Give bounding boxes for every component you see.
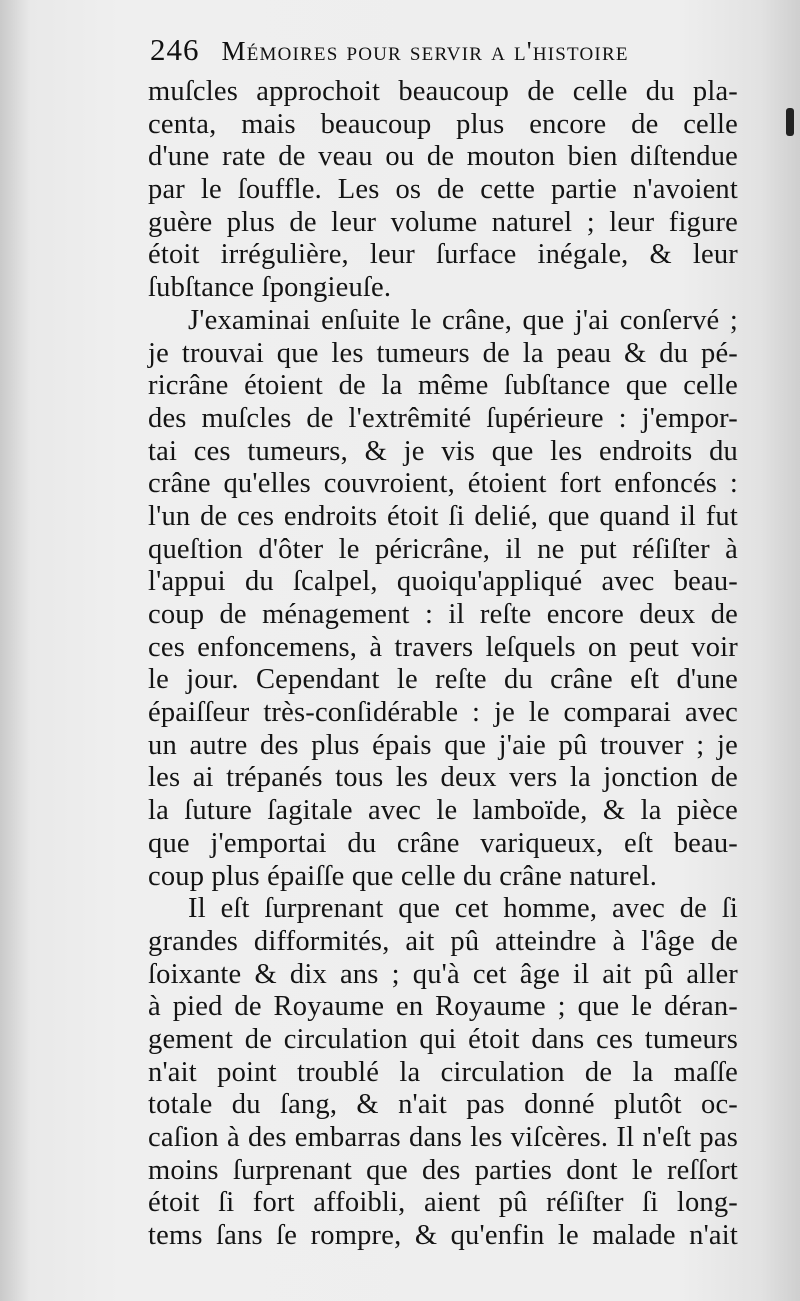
text-line: l'appui du ſcalpel, quoiqu'appliqué avec beau- bbox=[148, 566, 738, 598]
text-line: muſcles approchoit beaucoup de celle du pla- bbox=[148, 76, 738, 107]
text-line: épaiſſeur très-conſidérable : je le comparai avec bbox=[148, 697, 738, 729]
paragraph-start-line: Il eſt ſurprenant que cet homme, avec de ſi bbox=[188, 893, 738, 925]
body-text bbox=[148, 76, 738, 1253]
text-line: un autre des plus épais que j'aie pû trouver ; je bbox=[148, 729, 738, 761]
text-line: des muſcles de l'extrêmité ſupérieure : j'empor- bbox=[148, 402, 738, 434]
text-line: coup plus épaiſſe que celle du crâne naturel. bbox=[148, 860, 658, 892]
text-line: guère plus de leur volume naturel ; leur figure bbox=[148, 206, 738, 238]
text-line: tai ces tumeurs, & je vis que les endroits du bbox=[148, 435, 738, 467]
text-line: queſtion d'ôter le péricrâne, il ne put réſiſter à bbox=[148, 533, 738, 565]
text-line: ſubſtance ſpongieuſe. bbox=[148, 272, 392, 304]
text-line: ricrâne étoient de la même ſubſtance que celle bbox=[148, 370, 738, 402]
text-line: d'une rate de veau ou de mouton bien diſtendue bbox=[148, 141, 738, 173]
running-title: Mémoires pour servir a l'histoire bbox=[221, 36, 629, 66]
page-header bbox=[150, 32, 710, 80]
text-line: ſoixante & dix ans ; qu'à cet âge il ait pû aller bbox=[148, 958, 738, 990]
text-line: étoit irrégulière, leur ſurface inégale, & leur bbox=[148, 239, 738, 271]
text-line: à pied de Royaume en Royaume ; que le déran- bbox=[148, 991, 738, 1023]
page-number: 246 bbox=[150, 32, 200, 67]
text-line: le jour. Cependant le reſte du crâne eſt d'une bbox=[148, 664, 738, 696]
text-line: n'ait point troublé la circulation de la maſſe bbox=[148, 1056, 738, 1088]
page-edge-mark bbox=[786, 108, 794, 136]
text-line: coup de ménagement : il reſte encore deux de bbox=[148, 599, 738, 630]
text-line: ces enfoncemens, à travers leſquels on peut voir bbox=[148, 631, 738, 663]
paragraph-start-line: J'examinai enſuite le crâne, que j'ai conſervé ; bbox=[188, 304, 738, 336]
text-line: caſion à des embarras dans les viſcères. Il n'eſt pas bbox=[148, 1122, 738, 1153]
text-line: grandes difformités, ait pû atteindre à l'âge de bbox=[148, 925, 738, 957]
text-line: étoit ſi fort affoibli, aient pû réſiſter ſi long- bbox=[148, 1187, 738, 1219]
text-line: gement de circulation qui étoit dans ces tumeurs bbox=[148, 1023, 738, 1055]
text-line: l'un de ces endroits étoit ſi delié, que quand il fut bbox=[148, 500, 738, 532]
text-line: que j'emportai du crâne variqueux, eſt beau- bbox=[148, 827, 738, 859]
text-line: centa, mais beaucoup plus encore de celle bbox=[148, 108, 738, 140]
text-line: par le ſouffle. Les os de cette partie n'avoient bbox=[148, 174, 738, 206]
text-line: moins ſurprenant que des parties dont le reſſort bbox=[148, 1154, 738, 1186]
text-line: je trouvai que les tumeurs de la peau & du pé- bbox=[148, 337, 738, 369]
text-line: crâne qu'elles couvroient, étoient fort enfoncés : bbox=[148, 468, 738, 500]
text-line: les ai trépanés tous les deux vers la jonction de bbox=[148, 762, 738, 794]
text-line: totale du ſang, & n'ait pas donné plutôt oc- bbox=[148, 1089, 738, 1121]
text-line: la ſuture ſagitale avec le lamboïde, & la pièce bbox=[148, 795, 738, 827]
text-line: tems ſans ſe rompre, & qu'enfin le malade n'ait bbox=[148, 1220, 738, 1252]
